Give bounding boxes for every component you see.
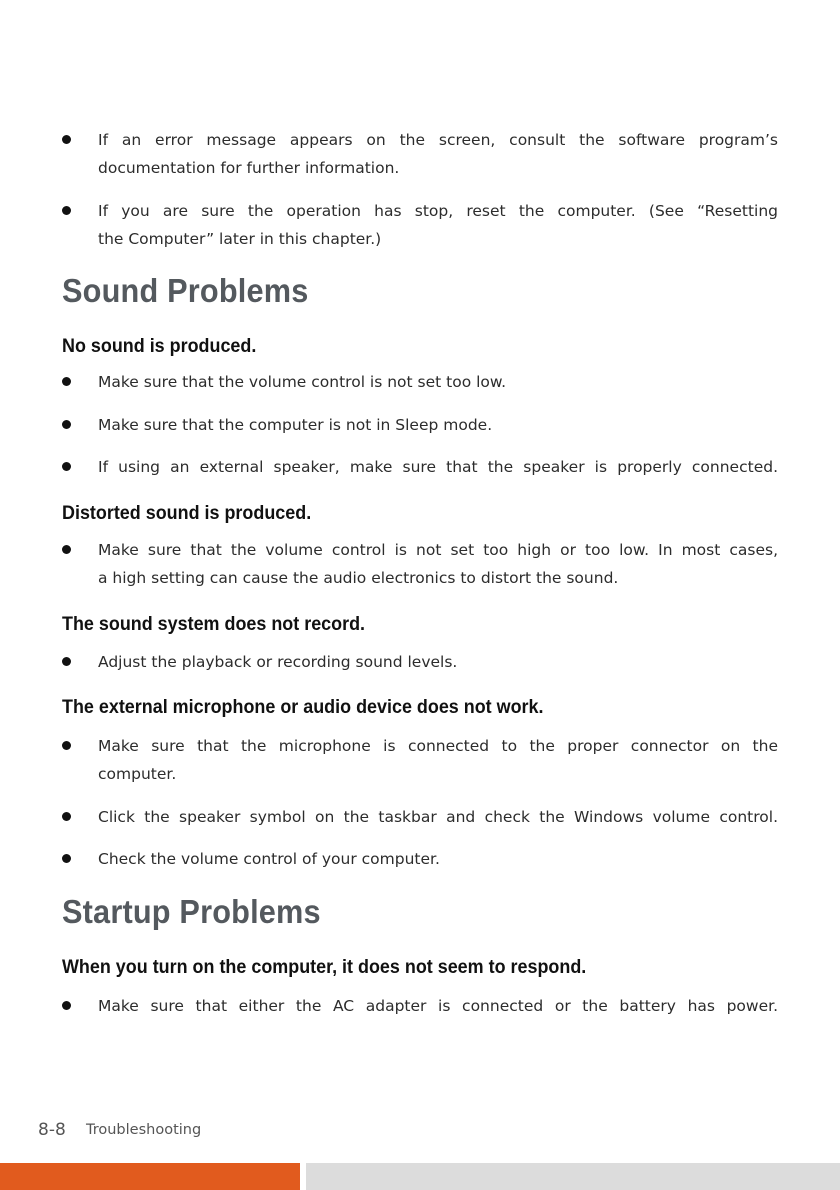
list-item <box>62 648 778 676</box>
bullet-text-line2: a high setting can cause the audio electronics to distort the sound. <box>98 569 619 587</box>
bullet-text: Make sure that the volume control is not set too low. <box>98 373 507 391</box>
bullet-text-line1: If you are sure the operation has stop, reset the computer. (See “Resetting <box>98 202 778 220</box>
subheading-no-respond: When you turn on the computer, it does not seem to respond. <box>62 956 587 978</box>
bullet-icon <box>62 135 71 144</box>
bullet-text: Adjust the playback or recording sound levels. <box>98 653 458 671</box>
bullet-text-line2: computer. <box>98 765 177 783</box>
section-title-sound: Sound Problems <box>62 272 309 309</box>
bullet-icon <box>62 420 71 429</box>
footer-section-name: Troubleshooting <box>86 1122 202 1138</box>
list-item <box>62 845 778 873</box>
list-item <box>62 536 778 592</box>
footer-gray-bar <box>306 1163 840 1190</box>
bullet-text-line2: the Computer” later in this chapter.) <box>98 230 382 248</box>
bullet-text-line1: If an error message appears on the screen, consult the software program’s <box>98 131 778 149</box>
footer-accent-bar <box>0 1163 300 1190</box>
bullet-icon <box>62 377 71 386</box>
list-item <box>62 992 778 1020</box>
bullet-icon <box>62 812 71 821</box>
bullet-icon <box>62 741 71 750</box>
bullet-icon <box>62 1001 71 1010</box>
bullet-text: Check the volume control of your computer. <box>98 850 440 868</box>
bullet-text-line2: documentation for further information. <box>98 159 400 177</box>
list-item <box>62 732 778 788</box>
list-item <box>62 803 778 831</box>
bullet-icon <box>62 854 71 863</box>
bullet-text: If using an external speaker, make sure that the speaker is properly connected. <box>98 458 778 476</box>
bullet-icon <box>62 462 71 471</box>
bullet-icon <box>62 545 71 554</box>
list-item <box>62 368 778 396</box>
subheading-distorted-sound: Distorted sound is produced. <box>62 502 312 524</box>
list-item <box>62 411 778 439</box>
page-number: 8-8 <box>38 1120 66 1140</box>
bullet-icon <box>62 206 71 215</box>
subheading-no-sound: No sound is produced. <box>62 335 257 357</box>
bullet-text-line1: Make sure that the volume control is not set too high or too low. In most cases, <box>98 541 778 559</box>
bullet-text: Make sure that either the AC adapter is connected or the battery has power. <box>98 997 778 1015</box>
bullet-text: Make sure that the computer is not in Sleep mode. <box>98 416 493 434</box>
list-item <box>62 197 778 253</box>
bullet-icon <box>62 657 71 666</box>
bullet-text-line1: Make sure that the microphone is connected to the proper connector on the <box>98 737 778 755</box>
subheading-external-mic: The external microphone or audio device does not work. <box>62 696 544 718</box>
list-item <box>62 126 778 182</box>
subheading-no-record: The sound system does not record. <box>62 613 366 635</box>
list-item <box>62 453 778 481</box>
bullet-text: Click the speaker symbol on the taskbar and check the Windows volume control. <box>98 808 778 826</box>
section-title-startup: Startup Problems <box>62 893 321 930</box>
